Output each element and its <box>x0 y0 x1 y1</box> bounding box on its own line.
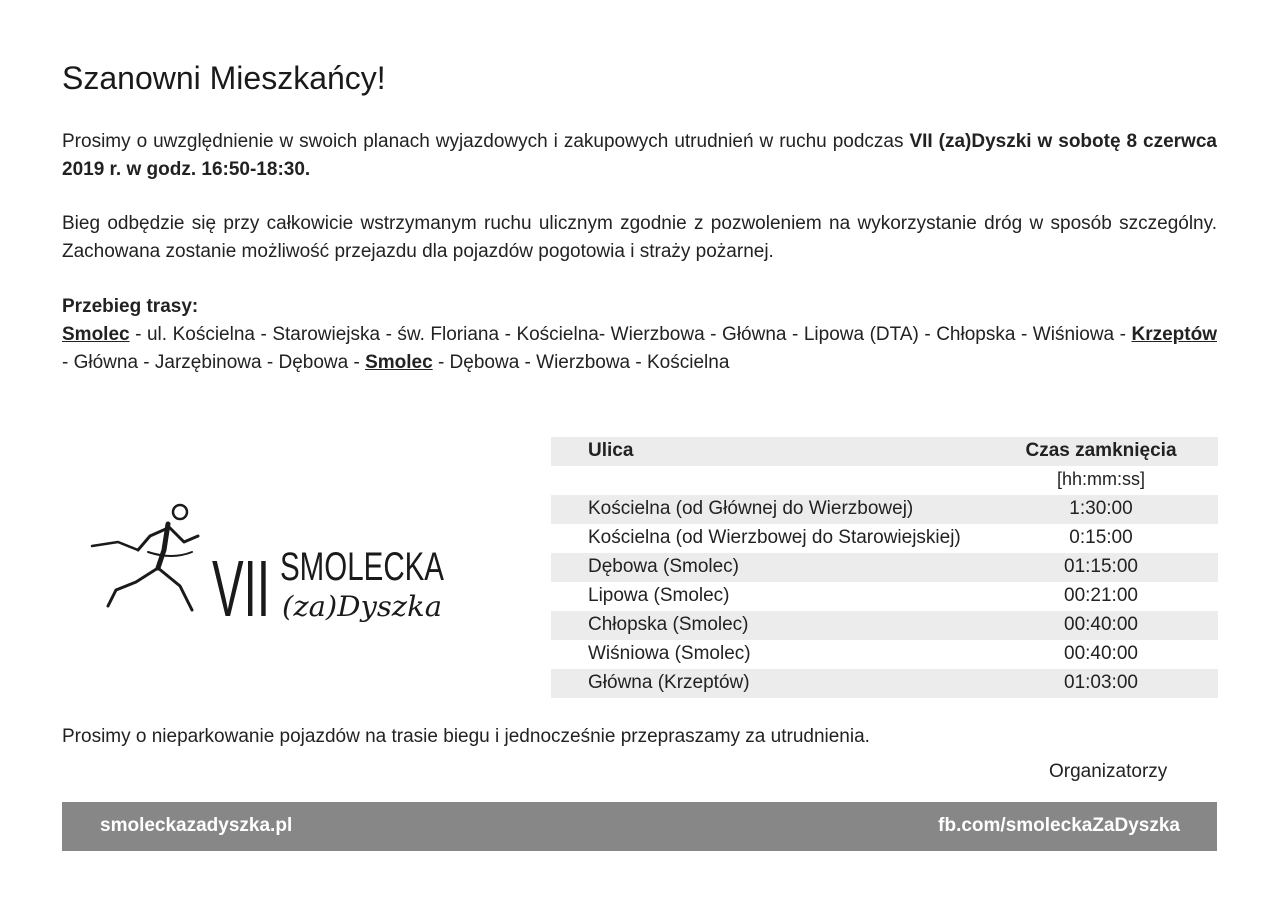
row-street: Lipowa (Smolec) <box>588 585 730 606</box>
intro-paragraph <box>62 128 1217 184</box>
row-time: 01:15:00 <box>1064 556 1138 577</box>
row-street: Wiśniowa (Smolec) <box>588 643 751 664</box>
row-street: Główna (Krzeptów) <box>588 672 750 693</box>
row-time: 0:15:00 <box>1069 527 1133 548</box>
row-time: 00:21:00 <box>1064 585 1138 606</box>
row-time: 01:03:00 <box>1064 672 1138 693</box>
route-part-3: - Dębowa - Wierzbowa - Kościelna <box>432 352 730 373</box>
table-row <box>551 553 1218 582</box>
intro-text: Prosimy o uwzględnienie w swoich planach wyjazdowych i zakupowych utrudnień w ruchu podczas <box>62 131 910 152</box>
runner-icon <box>92 505 198 610</box>
facebook-link[interactable]: fb.com/smoleckaZaDyszka <box>938 815 1180 836</box>
row-street: Kościelna (od Wierzbowej do Starowiejskiej) <box>588 527 961 548</box>
row-time: 1:30:00 <box>1069 498 1133 519</box>
route-heading: Przebieg trasy: <box>62 296 199 317</box>
table-unit-row <box>551 466 1218 495</box>
col-time-header: Czas zamknięcia <box>1025 440 1177 461</box>
table-row <box>551 582 1218 611</box>
footer-bar <box>62 802 1217 851</box>
time-unit: [hh:mm:ss] <box>1056 469 1145 489</box>
route-part-2: - Główna - Jarzębinowa - Dębowa - <box>62 352 366 373</box>
page-title: Szanowni Mieszkańcy! <box>62 60 386 96</box>
website-link[interactable]: smoleckazadyszka.pl <box>100 815 293 836</box>
row-time: 00:40:00 <box>1064 614 1138 635</box>
row-street: Dębowa (Smolec) <box>588 556 739 577</box>
table-row <box>551 640 1218 669</box>
col-street-header: Ulica <box>588 440 634 461</box>
route-town-smolec: Smolec <box>365 352 433 373</box>
route-town-start: Smolec <box>62 324 130 345</box>
table-row <box>551 495 1218 524</box>
logo-line-2: (za)Dyszka <box>282 590 442 623</box>
signature: Organizatorzy <box>1049 761 1168 782</box>
table-row <box>551 611 1218 640</box>
closure-table <box>551 437 1218 698</box>
route-town-krzeptow: Krzeptów <box>1131 324 1217 345</box>
route-paragraph <box>62 293 1217 377</box>
table-row <box>551 669 1218 698</box>
closing-text: Prosimy o nieparkowanie pojazdów na trasie biegu i jednocześnie przepraszamy za utrudnienia. <box>62 726 870 747</box>
logo-roman: VII <box>212 544 270 633</box>
logo-line-1: SMOLECKA <box>280 545 445 589</box>
row-street: Kościelna (od Głównej do Wierzbowej) <box>588 498 914 519</box>
intro-event-date: VII (za)Dyszki w sobotę 8 czerwca 2019 r. w godz. 16:50-18:30. <box>62 131 1217 180</box>
table-header <box>551 437 1218 466</box>
notice-paragraph: Bieg odbędzie się przy całkowicie wstrzymanym ruchu ulicznym zgodnie z pozwoleniem na wykorzystanie dróg w sposób szczególny. Zachowana zostanie możliwość przejazdu dla pojazdów pogotowia i straży pożarnej. <box>62 213 1217 262</box>
row-street: Chłopska (Smolec) <box>588 614 749 635</box>
table-row <box>551 524 1218 553</box>
event-logo <box>88 498 448 633</box>
route-part-1: - ul. Kościelna - Starowiejska - św. Floriana - Kościelna- Wierzbowa - Główna - Lipowa (DTA) - Chłopska - Wiśniowa - <box>129 324 1132 345</box>
row-time: 00:40:00 <box>1064 643 1138 664</box>
